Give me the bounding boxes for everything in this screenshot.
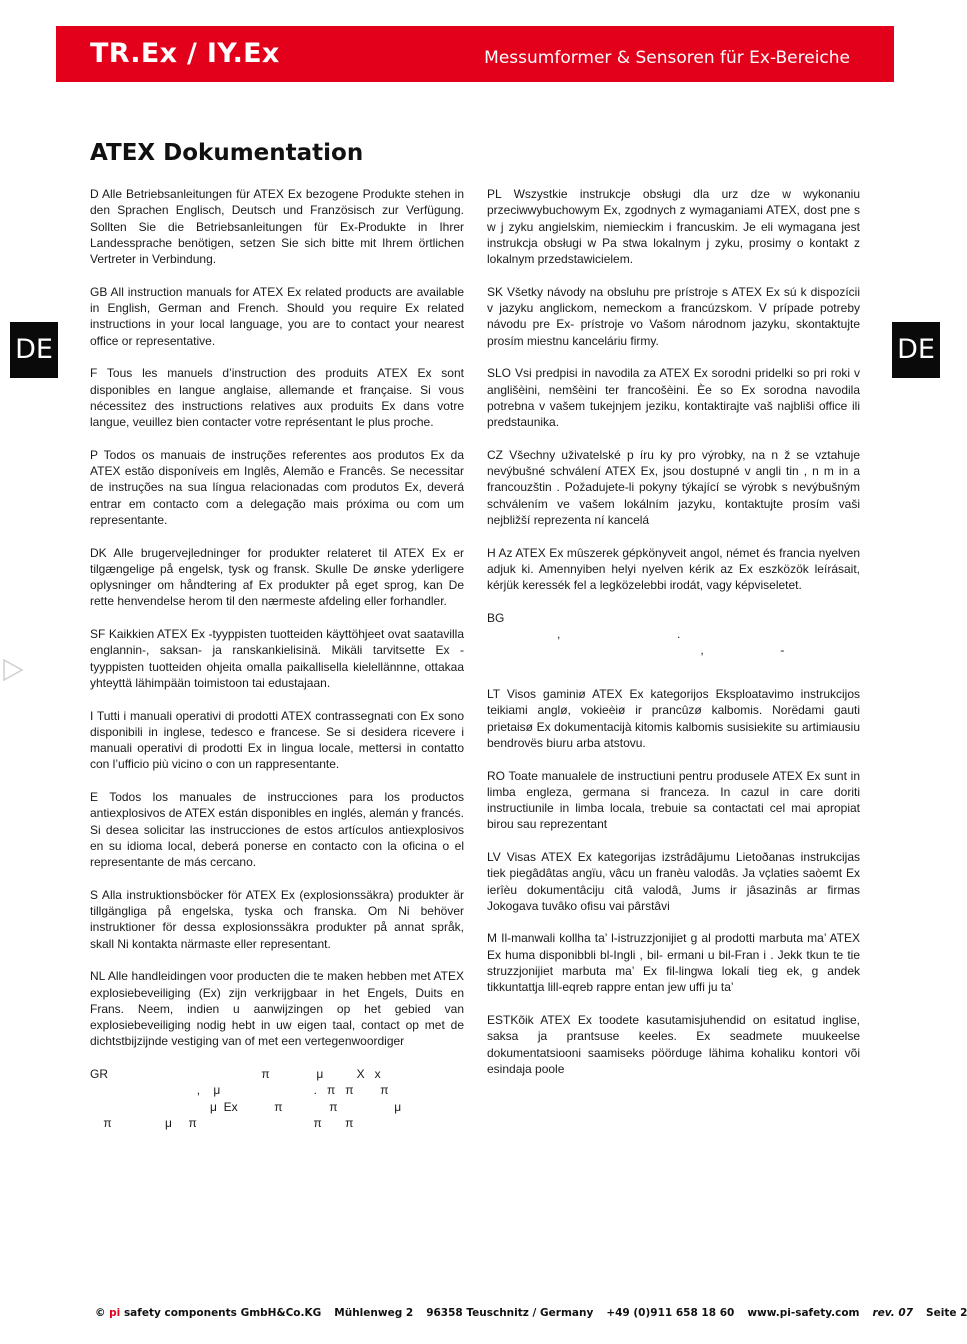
footer-pi-logo: pi: [109, 1307, 121, 1319]
paragraph-est: ESTKõik ATEX Ex toodete kasutamisjuhendid on esitatud inglise, saksa ja prantsuse keeles. Ex seadmete muukeelse dokumentatsiooni saamiseks pöörduge lähima kohaliku kontori või esindaja poole: [487, 1012, 860, 1076]
brand-title: TR.Ex / IY.Ex: [90, 38, 280, 69]
paragraph-ro: RO Toate manualele de instructiuni pentru produsele ATEX Ex sunt in limba engleza, germana si franceza. In cazul in care doriti instructiunile in limba locala, trebuie sa contactati cel mai apropiat birou sau reprezentant: [487, 768, 860, 832]
paragraph-dk: DK Alle brugervejledninger for produkter relateret til ATEX Ex er tilgængelige på engelsk, tysk og fransk. Skulle De ønske yderligere oplysninger om håndtering af Ex produkter på eget sprog, kan De rette henvendelse herom til den nærmeste afdeling eller forhandler.: [90, 545, 464, 609]
paragraph-lv: LV Visas ATEX Ex kategorijas izstrâdâjumu Lietoðanas instrukcijas tiek piegâdâtas angïu, vâcu un franèu valodâs. Ja vçlaties saòemt Ex ierîèu dokumentâciju citâ valodâ, Jums ir jâsazinâs ar firmas Jokogava tuvâko ofisu vai pârstâvi: [487, 849, 860, 913]
paragraph-de: D Alle Betriebsanleitungen für ATEX Ex bezogene Produkte stehen in den Sprachen Englisch, Deutsch und Französisch zur Verfügung. Sollten Sie die Betriebsanleitungen für Ex-Produkte in Ihrer Landessprache benötigen, setzen Sie sich bitte mit Ihrem örtlichen Vertreter in Verbindung.: [90, 187, 464, 267]
footer-web-link[interactable]: www.pi-safety.com: [747, 1307, 860, 1319]
right-column: [487, 186, 860, 1093]
language-tab-left[interactable]: DE: [10, 322, 58, 378]
copyright-symbol: ©: [95, 1307, 106, 1319]
footer-company-name: safety components GmbH&Co.KG: [123, 1307, 322, 1319]
footer-company: [95, 1307, 321, 1319]
footer-revision: rev. 07: [872, 1307, 914, 1319]
paragraph-bg: BG , . , -: [487, 610, 785, 658]
header-banner: [56, 26, 894, 82]
paragraph-cz: CZ Všechny uživatelské p íru ky pro výrobky, na n ž se vztahuje nevýbušné schválení ATEX Ex, jsou dostupné v angli tin , n m in a francouzštin . Požadujete-li pokyny týkající se výrobk s nevýbušným schválením ve vašem lokálním jazyku, kontaktujte prosím vaši nejbližší reprezenta ní kancelá: [487, 447, 860, 527]
left-column: [90, 186, 464, 1148]
paragraph-pl: PL Wszystkie instrukcje obsługi dla urz dze w wykonaniu przeciwwybuchowym Ex, zgodnych z wymaganiami ATEX, dost pne s w j zyku angielskim, niemieckim i francuskim. Je eli wymagana jest instrukcja obsługi w Pa stwa lokalnym j zyku, prosimy o kontakt z lokalnym przedstawicielem.: [487, 187, 860, 267]
footer-page-number: Seite 2: [926, 1307, 967, 1319]
paragraph-lt: LT Visos gaminiø ATEX Ex kategorijos Eksploatavimo instrukcijos teikiami anglø, vokieèiø ir prancûzø kalbomis. Norëdami gauti prietaisø Ex dokumentacijà kitomis kalbomis susisiekite su artimiausiu bendrovës biuru arba atstovu.: [487, 687, 860, 750]
paragraph-es: E Todos los manuales de instrucciones para los productos antiexplosivos de ATEX están disponibles en inglés, alemán y francés. Si desea solicitar las instrucciones de estos artículos antiexplosivos en su idioma local, deberá ponerse en contacto con la oficina o el representante de más cercano.: [90, 789, 464, 870]
paragraph-pt: P Todos os manuais de instruções referentes aos produtos Ex da ATEX estão disponíveis em Inglês, Alemão e Francês. Se necessitar de instruções na sua língua relacionadas com produtos Ex, deverá entrar em contacto com a delegação mais próxima ou com um representante.: [90, 447, 464, 527]
paragraph-gb: GB All instruction manuals for ATEX Ex related products are available in English, German and French. Should you require Ex related instructions in your local language, you are to contact your nearest office or representative.: [90, 284, 464, 348]
paragraph-mt: M Il-manwali kollha ta’ l-istruzzjonijiet g al prodotti marbuta ma’ ATEX Ex huma disponibbli bl-Ingli , bil- ermani u bil-Fran i . Jekk tkun te tie struzzjonijiet marbuta ma’ Ex fil-lingwa lokali tieg ek, g andek tikkuntattja lill-eqreb rappre entan jew uffi ju ta’: [487, 931, 860, 995]
footer-city: 96358 Teuschnitz / Germany: [426, 1307, 594, 1319]
language-tab-right[interactable]: DE: [892, 322, 940, 378]
paragraph-it: I Tutti i manuali operativi di prodotti ATEX contrassegnati con Ex sono disponibili in inglese, tedesco e francese. Se si desidera ricevere i manuali operativi di prodotti Ex in lingua locale, mettersi in contatto con l’ufficio più vicino o con un rappresentante.: [90, 708, 464, 772]
paragraph-hu: H Az ATEX Ex mûszerek gépkönyveit angol, német és francia nyelven adjuk ki. Amennyiben helyi nyelven kérik az Ex eszközök leírásait, kérjük keressék fel a legközelebbi irodát, vagy képviseletet.: [487, 545, 860, 593]
paragraph-sk: SK Všetky návody na obsluhu pre prístroje s ATEX Ex sú k dispozícii v jazyku anglickom, nemeckom a francúzskom. V prípade potreby návodu pre Ex- prístroje vo Vašom národnom jazyku, skontaktujte prosím miestnu kanceláriu firmy.: [487, 284, 860, 348]
triangle-right-outline-icon[interactable]: [2, 658, 24, 682]
paragraph-se: S Alla instruktionsböcker för ATEX Ex (explosionssäkra) produkter är tillgängliga på engelska, tyska och franska. Om Ni behöver instruktioner för dessa explosionssäkra produkter på annat språk, skall Ni kontakta närmaste eller representant.: [90, 887, 464, 951]
header-tagline: Messumformer & Sensoren für Ex-Bereiche: [484, 48, 850, 68]
footer-street: Mühlenweg 2: [334, 1307, 414, 1319]
paragraph-gr: GR π μ Χ x , μ . π π π μ Ex π π μ π μ π π π: [90, 1067, 402, 1130]
page-footer: [95, 1307, 967, 1319]
paragraph-fr: F Tous les manuels d’instruction des produits ATEX Ex sont disponibles en langue anglaise, allemande et française. Si vous nécessitez des instructions relatives aux produits Ex dans votre langue, veuillez bien contacter votre représentant le plus proche.: [90, 366, 464, 430]
page-title: ATEX Dokumentation: [90, 140, 364, 166]
paragraph-sf: SF Kaikkien ATEX Ex -tyyppisten tuotteiden käyttöhjeet ovat saatavilla englannin-, saksan- ja ranskankielisinä. Mikäli tarvitsette Ex -tyyppisten tuotteiden ohjeita omalla paikallisella kielellännne, ottakaa yhteyttä lähimpään toimistoon tai edustajaan.: [90, 627, 464, 690]
footer-phone: +49 (0)911 658 18 60: [606, 1307, 735, 1319]
paragraph-slo: SLO Vsi predpisi in navodila za ATEX Ex sorodni pridelki so pri roki v anglišèini, nemšèini ter francošèini. Èe so Ex sorodna navodila potrebna v vašem tukejnjem jeziku, kontaktirajte vaš najbliši office ili predstaunika.: [487, 366, 860, 430]
paragraph-nl: NL Alle handleidingen voor producten die te maken hebben met ATEX explosiebeveiliging (Ex) zijn verkrijgbaar in het Engels, Duits en Frans. Neem, indien u aanwijzingen op het gebied van explosiebeveiliging nodig hebt in uw eigen taal, contact op met de dichtstbijzijnde vestiging van of met een vertegenwoordiger: [90, 969, 464, 1049]
